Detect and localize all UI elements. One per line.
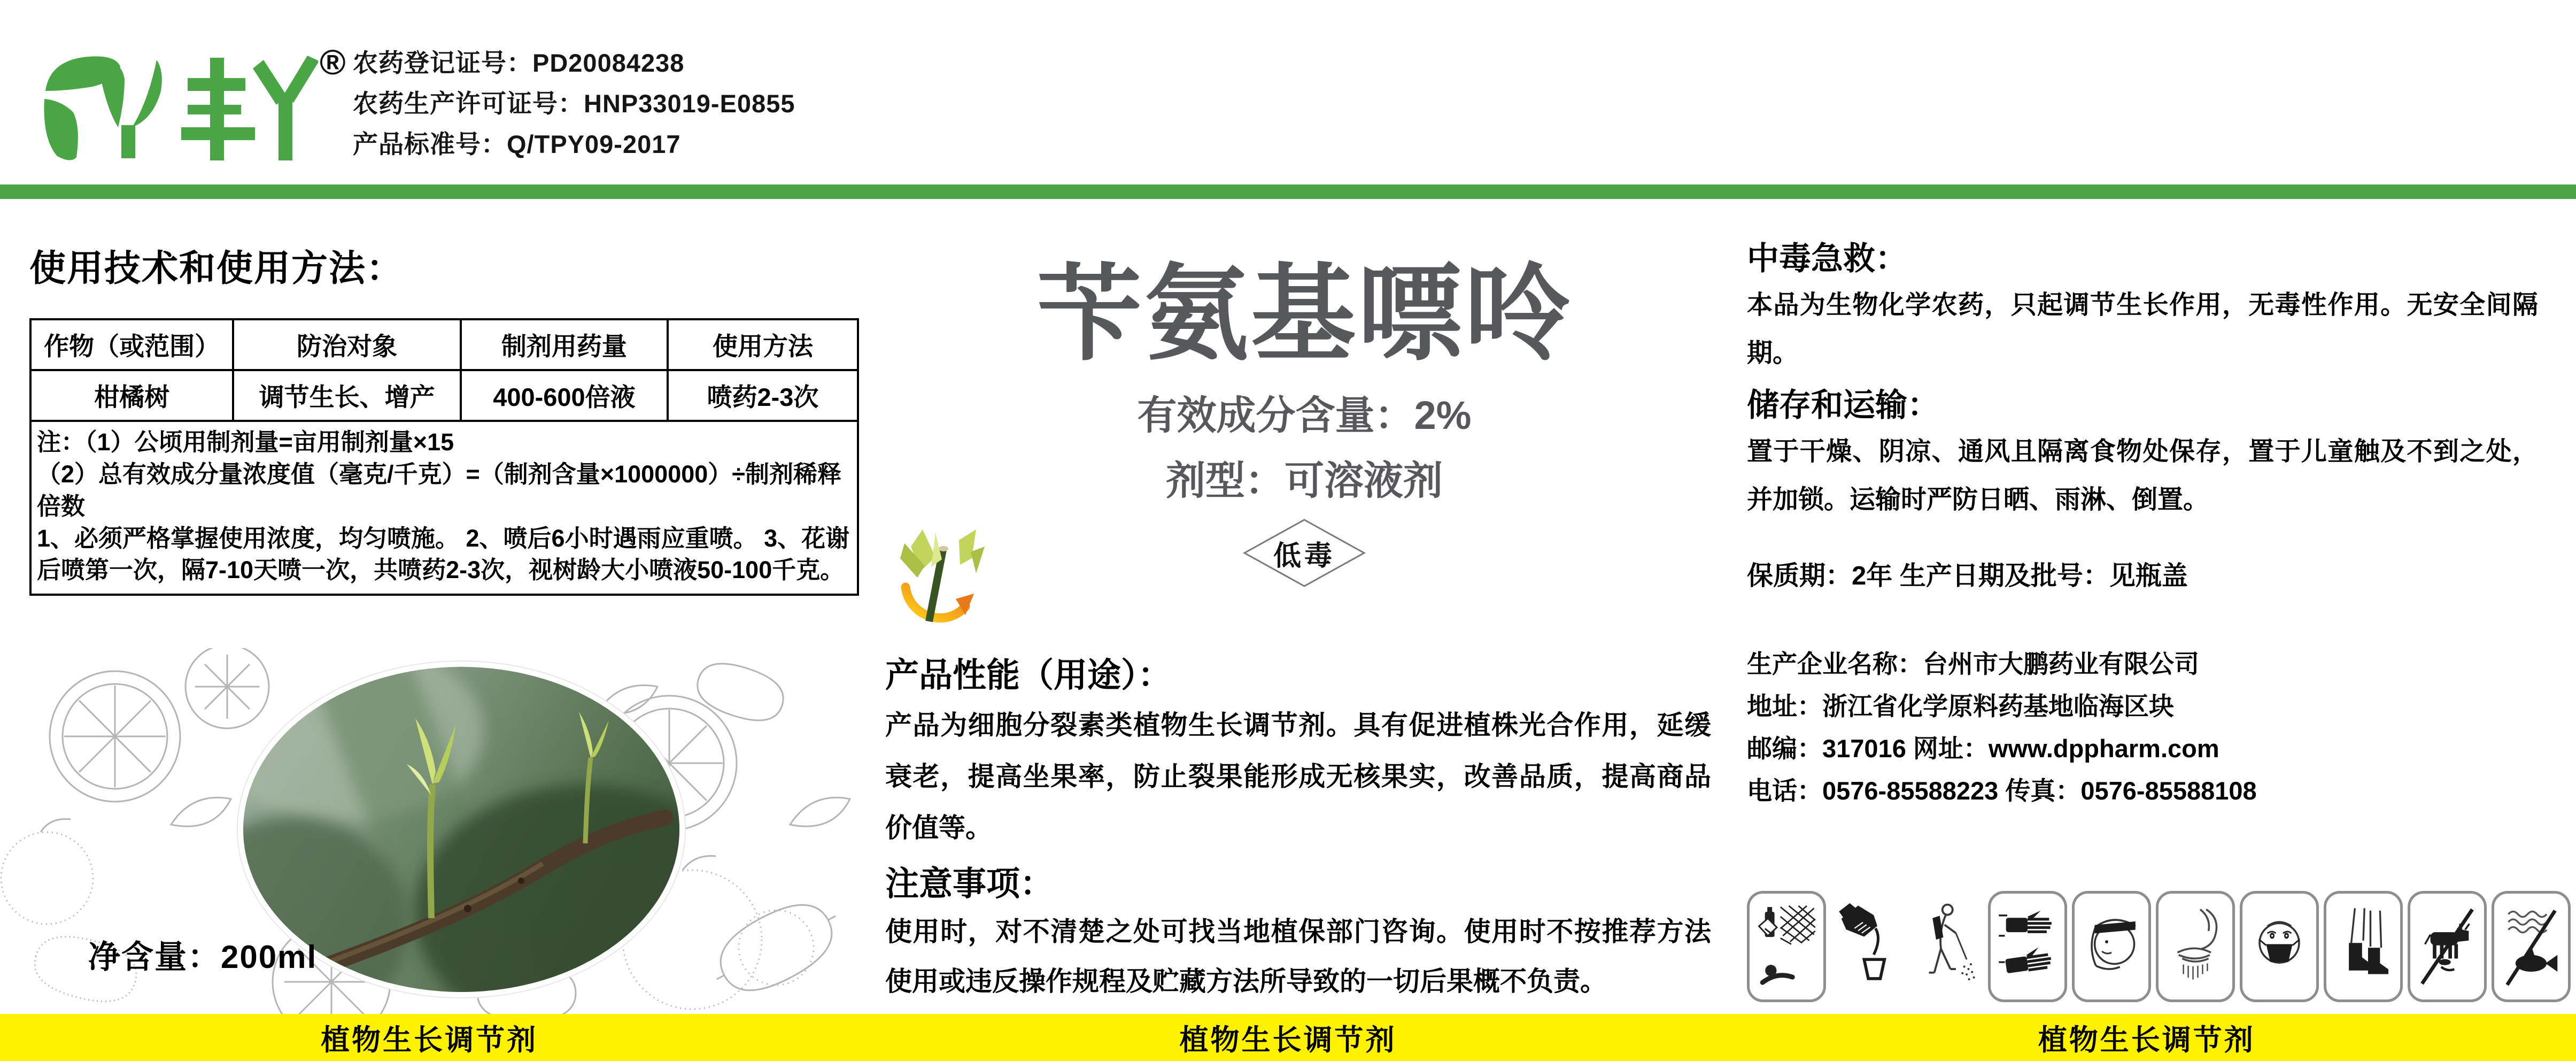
brand-logo: [29, 37, 318, 171]
usage-note-1: 注：（1）公顷用制剂量=亩用制剂量×15: [37, 428, 454, 456]
footer-category-bar: [0, 1014, 2576, 1061]
manufacturer-name: 生产企业名称：台州市大鹏药业有限公司: [1747, 650, 2199, 678]
caution-heading: 注意事项：: [885, 865, 1054, 903]
toxicity-level-text: 低毒: [1273, 540, 1335, 572]
wear-gloves-icon: [1988, 891, 2067, 1002]
storage-heading: 储存和运输：: [1747, 387, 1939, 423]
product-name: 苄氨基嘌呤: [1036, 256, 1572, 373]
cell-method: 喷药2-3次: [668, 370, 858, 421]
toxicity-badge: [1242, 518, 1366, 588]
knapsack-spraying-icon: [1909, 891, 1983, 997]
performance-text: 产品为细胞分裂素类植物生长调节剂。具有促进植株光合作用，延缓衰老，提高坐果率，防止裂果能形成无核果实，改善品质，提高商品价值等。: [885, 710, 1711, 843]
usage-notes-cell: [30, 421, 858, 595]
col-method: 使用方法: [668, 319, 858, 370]
usage-table-data-row: [30, 370, 858, 421]
product-standard-number: 产品标准号：Q/TPY09-2017: [353, 130, 681, 159]
wear-boots-icon: [2324, 891, 2403, 1002]
manufacturer-info: [1747, 651, 2257, 820]
net-content-label: 净含量：200ml: [88, 939, 318, 975]
manufacturer-address: 地址：浙江省化学原料药基地临海区块: [1747, 692, 2174, 720]
active-ingredient: 有效成分含量：2%: [1137, 393, 1472, 437]
usage-table-notes-row: [30, 421, 858, 595]
wash-hands-icon: [2156, 891, 2235, 1002]
category-label-center: 植物生长调节剂: [1179, 1024, 1397, 1056]
col-target: 防治对象: [233, 319, 461, 370]
first-aid-heading: 中毒急救：: [1747, 241, 1907, 276]
shelf-life-text: 保质期：2年 生产日期及批号：见瓶盖: [1747, 562, 2188, 590]
pour-preparation-icon: [1831, 891, 1905, 997]
production-license-number: 农药生产许可证号：HNP33019-E0855: [353, 89, 795, 118]
usage-table-header-row: [30, 319, 858, 370]
green-divider-bar: [0, 184, 2576, 199]
col-dosage: 制剂用药量: [461, 319, 668, 370]
registered-trademark-icon: ®: [320, 42, 346, 82]
first-aid-text: 本品为生物化学农药，只起调节生长作用，无毒性作用。无安全间隔期。: [1747, 291, 2538, 368]
manufacturer-phone-fax: 电话：0576-85588223 传真：0576-85588108: [1747, 776, 2257, 805]
registration-number: 农药登记证号：PD20084238: [353, 49, 685, 77]
performance-heading: 产品性能（用途）：: [885, 657, 1172, 694]
cell-dosage: 400-600倍液: [461, 370, 668, 421]
fy-leaf-logo-icon: [29, 37, 318, 171]
usage-method-heading: 使用技术和使用方法：: [29, 248, 404, 289]
sprout-growth-icon: [889, 519, 991, 634]
formulation-type: 剂型：可溶液剂: [1166, 458, 1443, 503]
usage-note-3: 1、必须严格掌握使用浓度，均匀喷施。 2、喷后6小时遇雨应重喷。 3、花谢后喷第一次，隔7-10天喷一次，共喷药2-3次，视树龄大小喷液50-100千克。: [37, 524, 850, 584]
category-label-right: 植物生长调节剂: [2038, 1024, 2255, 1056]
category-label-left: 植物生长调节剂: [321, 1024, 538, 1056]
manufacturer-postcode-website: 邮编：317016 网址：www.dppharm.com: [1747, 734, 2219, 763]
center-panel: [882, 214, 1727, 1011]
no-fish-water-icon: [2492, 891, 2571, 1002]
usage-note-2: （2）总有效成分量浓度值（毫克/千克）=（制剂含量×1000000）÷制剂稀释倍数: [37, 460, 841, 520]
keep-locked-storage-icon: [1747, 891, 1826, 1002]
usage-table: [29, 318, 859, 596]
storage-text: 置于干燥、阴凉、通风且隔离食物处保存，置于儿童触及不到之处，并加锁。运输时严防日晒、雨淋、倒置。: [1747, 437, 2538, 514]
wear-face-shield-icon: [2072, 891, 2151, 1002]
wear-mask-icon: [2240, 891, 2319, 1002]
registration-info: [353, 43, 795, 165]
caution-text: 使用时，对不清楚之处可找当地植保部门咨询。使用时不按推荐方法使用或违反操作规程及贮藏方法所导致的一切后果概不负责。: [885, 917, 1711, 996]
right-panel: [1747, 214, 2551, 1011]
no-livestock-icon: [2408, 891, 2487, 1002]
col-crop: 作物（或范围）: [30, 319, 233, 370]
safety-pictogram-row: [1747, 891, 2551, 1002]
cell-crop: 柑橘树: [30, 370, 233, 421]
cell-target: 调节生长、增产: [233, 370, 461, 421]
